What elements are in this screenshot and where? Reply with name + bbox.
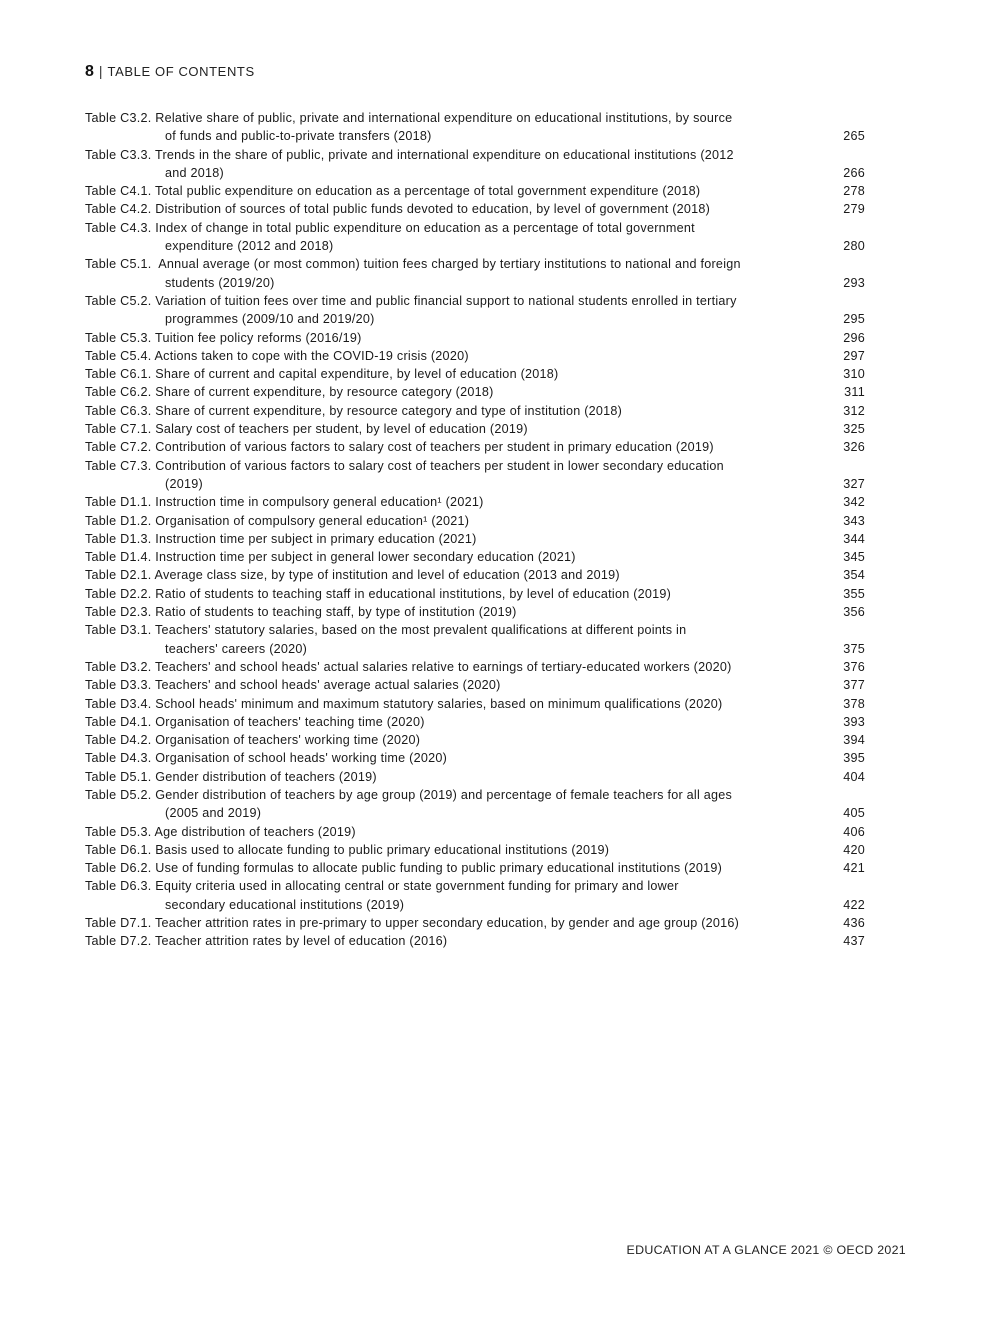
toc-entry[interactable] bbox=[85, 255, 867, 292]
toc-entry[interactable] bbox=[85, 823, 867, 841]
toc-entry-first-line bbox=[85, 877, 837, 895]
toc-entry-label: Table D6.1. bbox=[85, 842, 152, 857]
toc-entry[interactable] bbox=[85, 731, 867, 749]
toc-entry[interactable] bbox=[85, 457, 867, 494]
toc-entry-title: Basis used to allocate funding to public primary educational institutions (2019) bbox=[155, 842, 610, 857]
toc-entry-first-line bbox=[85, 530, 837, 548]
toc-entry[interactable] bbox=[85, 530, 867, 548]
toc-entry-page-number: 406 bbox=[843, 824, 865, 839]
toc-entry-page-number: 422 bbox=[843, 897, 865, 912]
toc-entry-label: Table D4.2. bbox=[85, 733, 152, 748]
toc-entry-label: Table D5.2. bbox=[85, 787, 152, 802]
toc-entry-continuation-line bbox=[85, 164, 837, 182]
toc-entry[interactable] bbox=[85, 548, 867, 566]
toc-entry-title: Gender distribution of teachers (2019) bbox=[155, 769, 377, 784]
toc-entry[interactable] bbox=[85, 329, 867, 347]
toc-entry[interactable] bbox=[85, 585, 867, 603]
toc-entry-title: Instruction time per subject in primary education (2021) bbox=[155, 531, 477, 546]
toc-entry[interactable] bbox=[85, 676, 867, 694]
toc-entry-first-line bbox=[85, 695, 837, 713]
toc-entry-first-line bbox=[85, 347, 837, 365]
toc-entry-first-line bbox=[85, 731, 837, 749]
toc-entry-first-line bbox=[85, 512, 837, 530]
toc-entry[interactable] bbox=[85, 749, 867, 767]
toc-entry[interactable] bbox=[85, 914, 867, 932]
toc-entry[interactable] bbox=[85, 383, 867, 401]
toc-entry-title: Equity criteria used in allocating central or state government funding for primary and lower bbox=[155, 879, 679, 894]
toc-entry-label: Table C3.3. bbox=[85, 147, 152, 162]
toc-entry-title: Annual average (or most common) tuition fees charged by tertiary institutions to national and foreign bbox=[155, 257, 741, 272]
toc-entry[interactable] bbox=[85, 420, 867, 438]
toc-entry-page-number: 376 bbox=[843, 659, 865, 674]
toc-entry-title: Instruction time in compulsory general education¹ (2021) bbox=[155, 495, 484, 510]
toc-entry-page-number: 312 bbox=[843, 403, 865, 418]
toc-entry-title: Teacher attrition rates in pre-primary to upper secondary education, by gender and age group (2016) bbox=[155, 916, 740, 931]
toc-entry-first-line bbox=[85, 749, 837, 767]
toc-entry[interactable] bbox=[85, 182, 867, 200]
toc-entry-title: Variation of tuition fees over time and public financial support to national students enrolled in tertiary bbox=[155, 293, 737, 308]
page-footer: EDUCATION AT A GLANCE 2021 © OECD 2021 bbox=[626, 1243, 906, 1257]
toc-entry-continuation-line bbox=[85, 274, 837, 292]
toc-entry-first-line bbox=[85, 823, 837, 841]
toc-entry-page-number: 343 bbox=[843, 513, 865, 528]
toc-entry[interactable] bbox=[85, 219, 867, 256]
toc-entry-first-line bbox=[85, 859, 837, 877]
toc-entry[interactable] bbox=[85, 109, 867, 146]
toc-entry-first-line bbox=[85, 146, 837, 164]
toc-entry[interactable] bbox=[85, 512, 867, 530]
toc-entry-first-line bbox=[85, 457, 837, 475]
toc-entry-title: secondary educational institutions (2019) bbox=[165, 897, 405, 912]
toc-entry-title: Organisation of school heads' working time (2020) bbox=[155, 751, 448, 766]
section-title: TABLE OF CONTENTS bbox=[107, 64, 255, 79]
toc-entry-label: Table D2.2. bbox=[85, 586, 152, 601]
toc-entry-title: Ratio of students to teaching staff, by type of institution (2019) bbox=[155, 605, 517, 620]
toc-entry-title: of funds and public-to-private transfers (2018) bbox=[165, 129, 432, 144]
toc-entry-title: programmes (2009/10 and 2019/20) bbox=[165, 312, 375, 327]
toc-entry-title: Actions taken to cope with the COVID-19 crisis (2020) bbox=[154, 348, 469, 363]
toc-entry-label: Table D7.2. bbox=[85, 934, 152, 949]
toc-entry[interactable] bbox=[85, 621, 867, 658]
toc-entry-label: Table D1.2. bbox=[85, 513, 152, 528]
toc-entry-page-number: 344 bbox=[843, 531, 865, 546]
toc-entry-page-number: 342 bbox=[843, 495, 865, 510]
toc-entry-title: Teachers' statutory salaries, based on the most prevalent qualifications at different points in bbox=[155, 623, 687, 638]
toc-entry-page-number: 356 bbox=[843, 605, 865, 620]
toc-entry-label: Table C6.1. bbox=[85, 367, 152, 382]
toc-entry-page-number: 278 bbox=[843, 184, 865, 199]
toc-entry-page-number: 393 bbox=[843, 714, 865, 729]
toc-entry-label: Table D5.1. bbox=[85, 769, 152, 784]
toc-entry-continuation-line bbox=[85, 640, 837, 658]
toc-entry-page-number: 296 bbox=[843, 330, 865, 345]
toc-entry-label: Table C7.2. bbox=[85, 440, 152, 455]
toc-entry-title: (2019) bbox=[165, 476, 203, 491]
toc-entry-title: Teachers' and school heads' average actual salaries (2020) bbox=[155, 678, 501, 693]
toc-entry-label: Table D6.3. bbox=[85, 879, 152, 894]
toc-list bbox=[85, 109, 867, 951]
toc-entry-title: and 2018) bbox=[165, 165, 224, 180]
toc-entry-label: Table D3.3. bbox=[85, 678, 152, 693]
toc-entry-page-number: 280 bbox=[843, 239, 865, 254]
toc-entry-page-number: 394 bbox=[843, 733, 865, 748]
toc-entry-page-number: 311 bbox=[844, 385, 865, 400]
toc-entry-title: expenditure (2012 and 2018) bbox=[165, 239, 334, 254]
toc-entry-title: Total public expenditure on education as a percentage of total government expenditure (2018) bbox=[155, 184, 701, 199]
toc-entry-page-number: 279 bbox=[843, 202, 865, 217]
toc-entry[interactable] bbox=[85, 566, 867, 584]
toc-entry-title: Teacher attrition rates by level of education (2016) bbox=[155, 934, 448, 949]
toc-entry-title: Gender distribution of teachers by age group (2019) and percentage of female teachers for all ages bbox=[155, 787, 733, 802]
toc-entry-first-line bbox=[85, 402, 837, 420]
toc-entry-first-line bbox=[85, 713, 837, 731]
toc-entry-title: Contribution of various factors to salary cost of teachers per student in lower secondary education bbox=[155, 458, 724, 473]
toc-entry[interactable] bbox=[85, 768, 867, 786]
toc-entry-title: Instruction time per subject in general lower secondary education (2021) bbox=[155, 550, 576, 565]
toc-entry-title: Share of current expenditure, by resource category and type of institution (2018) bbox=[155, 403, 623, 418]
page-number: 8 bbox=[85, 63, 94, 80]
toc-entry-label: Table D4.3. bbox=[85, 751, 152, 766]
toc-entry-first-line bbox=[85, 383, 837, 401]
toc-entry-first-line bbox=[85, 200, 837, 218]
toc-entry-continuation-line bbox=[85, 237, 837, 255]
toc-entry-label: Table D6.2. bbox=[85, 861, 152, 876]
toc-entry-page-number: 266 bbox=[843, 165, 865, 180]
toc-entry[interactable] bbox=[85, 292, 867, 329]
toc-entry-first-line bbox=[85, 603, 837, 621]
toc-entry-label: Table D2.3. bbox=[85, 605, 152, 620]
toc-entry-label: Table C4.2. bbox=[85, 202, 152, 217]
toc-entry-title: Teachers' and school heads' actual salaries relative to earnings of tertiary-educated workers (2020) bbox=[155, 659, 732, 674]
toc-entry-first-line bbox=[85, 365, 837, 383]
toc-entry-continuation-line bbox=[85, 127, 837, 145]
toc-entry-first-line bbox=[85, 438, 837, 456]
toc-entry-title: Index of change in total public expenditure on education as a percentage of total government bbox=[155, 220, 695, 235]
toc-entry-first-line bbox=[85, 914, 837, 932]
toc-entry-page-number: 345 bbox=[843, 550, 865, 565]
toc-entry-title: Share of current and capital expenditure, by level of education (2018) bbox=[155, 367, 559, 382]
toc-entry-page-number: 378 bbox=[843, 696, 865, 711]
toc-entry-page-number: 293 bbox=[843, 275, 865, 290]
toc-entry-label: Table D3.1. bbox=[85, 623, 152, 638]
toc-entry-title: (2005 and 2019) bbox=[165, 806, 262, 821]
toc-entry-page-number: 354 bbox=[843, 568, 865, 583]
toc-entry-first-line bbox=[85, 329, 837, 347]
toc-entry-first-line bbox=[85, 786, 837, 804]
toc-entry-label: Table C4.1. bbox=[85, 184, 152, 199]
toc-entry-first-line bbox=[85, 255, 837, 273]
toc-entry[interactable] bbox=[85, 713, 867, 731]
toc-entry-title: Distribution of sources of total public funds devoted to education, by level of government (2018) bbox=[155, 202, 711, 217]
toc-entry[interactable] bbox=[85, 695, 867, 713]
toc-entry-label: Table D3.4. bbox=[85, 696, 152, 711]
toc-entry-page-number: 265 bbox=[843, 129, 865, 144]
toc-entry-first-line bbox=[85, 566, 837, 584]
toc-entry[interactable] bbox=[85, 658, 867, 676]
toc-entry-label: Table C5.3. bbox=[85, 330, 152, 345]
toc-entry-first-line bbox=[85, 932, 837, 950]
toc-entry-label: Table C7.1. bbox=[85, 422, 152, 437]
toc-entry-label: Table D4.1. bbox=[85, 714, 152, 729]
toc-entry[interactable] bbox=[85, 347, 867, 365]
toc-entry-title: School heads' minimum and maximum statutory salaries, based on minimum qualifications (2020) bbox=[155, 696, 723, 711]
toc-entry-page-number: 421 bbox=[843, 861, 865, 876]
toc-entry[interactable] bbox=[85, 146, 867, 183]
toc-entry[interactable] bbox=[85, 402, 867, 420]
toc-entry[interactable] bbox=[85, 438, 867, 456]
toc-entry-title: Age distribution of teachers (2019) bbox=[154, 824, 356, 839]
toc-entry-title: Salary cost of teachers per student, by level of education (2019) bbox=[155, 422, 528, 437]
toc-entry[interactable] bbox=[85, 841, 867, 859]
toc-entry[interactable] bbox=[85, 932, 867, 950]
toc-entry-label: Table C6.3. bbox=[85, 403, 152, 418]
toc-entry-title: Average class size, by type of institution and level of education (2013 and 2019) bbox=[154, 568, 620, 583]
toc-entry-title: Organisation of teachers' working time (2020) bbox=[155, 733, 421, 748]
toc-entry-page-number: 327 bbox=[843, 476, 865, 491]
toc-entry-label: Table C7.3. bbox=[85, 458, 152, 473]
toc-entry-label: Table D7.1. bbox=[85, 916, 152, 931]
toc-entry-page-number: 310 bbox=[843, 367, 865, 382]
toc-entry-first-line bbox=[85, 585, 837, 603]
toc-entry-page-number: 395 bbox=[843, 751, 865, 766]
toc-entry[interactable] bbox=[85, 877, 867, 914]
toc-entry-first-line bbox=[85, 621, 837, 639]
toc-entry-title: Trends in the share of public, private and international expenditure on educational institutions (2012 bbox=[155, 147, 734, 162]
toc-entry-title: Ratio of students to teaching staff in educational institutions, by level of education (2019) bbox=[155, 586, 672, 601]
toc-entry-title: Share of current expenditure, by resource category (2018) bbox=[155, 385, 494, 400]
page-header bbox=[85, 63, 255, 85]
toc-entry-page-number: 404 bbox=[843, 769, 865, 784]
toc-entry-label: Table C5.1. bbox=[85, 257, 152, 272]
toc-entry-title: students (2019/20) bbox=[165, 275, 275, 290]
toc-entry-page-number: 437 bbox=[843, 934, 865, 949]
toc-entry-label: Table C5.2. bbox=[85, 293, 152, 308]
toc-entry-title: Contribution of various factors to salary cost of teachers per student in primary education (2019) bbox=[155, 440, 714, 455]
toc-entry[interactable] bbox=[85, 493, 867, 511]
toc-entry-continuation-line bbox=[85, 804, 837, 822]
toc-entry-first-line bbox=[85, 841, 837, 859]
toc-entry[interactable] bbox=[85, 200, 867, 218]
toc-entry-first-line bbox=[85, 768, 837, 786]
toc-entry-title: teachers' careers (2020) bbox=[165, 641, 308, 656]
toc-entry-first-line bbox=[85, 420, 837, 438]
toc-entry-page-number: 436 bbox=[843, 916, 865, 931]
toc-entry-page-number: 375 bbox=[843, 641, 865, 656]
toc-entry-page-number: 405 bbox=[843, 806, 865, 821]
toc-entry-label: Table D3.2. bbox=[85, 659, 152, 674]
toc-entry-continuation-line bbox=[85, 475, 837, 493]
toc-entry-first-line bbox=[85, 658, 837, 676]
toc-entry-page-number: 326 bbox=[843, 440, 865, 455]
toc-entry[interactable] bbox=[85, 365, 867, 383]
toc-entry-page-number: 297 bbox=[843, 348, 865, 363]
toc-entry-label: Table D5.3. bbox=[85, 824, 152, 839]
toc-entry-title: Tuition fee policy reforms (2016/19) bbox=[155, 330, 362, 345]
toc-entry-title: Use of funding formulas to allocate public funding to public primary educational institutions (2019) bbox=[155, 861, 723, 876]
toc-entry-page-number: 377 bbox=[843, 678, 865, 693]
toc-entry-first-line bbox=[85, 548, 837, 566]
toc-entry-continuation-line bbox=[85, 896, 837, 914]
toc-entry-first-line bbox=[85, 493, 837, 511]
toc-entry-label: Table D1.4. bbox=[85, 550, 152, 565]
toc-entry-label: Table D2.1. bbox=[85, 568, 152, 583]
toc-entry-label: Table D1.1. bbox=[85, 495, 152, 510]
toc-entry[interactable] bbox=[85, 859, 867, 877]
toc-entry-title: Organisation of compulsory general education¹ (2021) bbox=[155, 513, 470, 528]
toc-entry[interactable] bbox=[85, 786, 867, 823]
toc-entry-title: Relative share of public, private and international expenditure on educational institutions, by source bbox=[155, 111, 733, 125]
toc-entry-page-number: 295 bbox=[843, 312, 865, 327]
toc-entry-first-line bbox=[85, 219, 837, 237]
header-separator: | bbox=[98, 63, 103, 79]
toc-entry-title: Organisation of teachers' teaching time (2020) bbox=[155, 714, 425, 729]
toc-entry-page-number: 420 bbox=[843, 842, 865, 857]
toc-entry-label: Table D1.3. bbox=[85, 531, 152, 546]
toc-entry-first-line bbox=[85, 182, 837, 200]
toc-entry-label: Table C6.2. bbox=[85, 385, 152, 400]
toc-entry-continuation-line bbox=[85, 310, 837, 328]
toc-entry-label: Table C3.2. bbox=[85, 111, 152, 125]
toc-entry-page-number: 355 bbox=[843, 586, 865, 601]
toc-entry-page-number: 325 bbox=[843, 422, 865, 437]
toc-entry[interactable] bbox=[85, 603, 867, 621]
toc-entry-label: Table C5.4. bbox=[85, 348, 152, 363]
toc-entry-first-line bbox=[85, 109, 837, 127]
toc-entry-label: Table C4.3. bbox=[85, 220, 152, 235]
toc-entry-first-line bbox=[85, 676, 837, 694]
toc-entry-first-line bbox=[85, 292, 837, 310]
